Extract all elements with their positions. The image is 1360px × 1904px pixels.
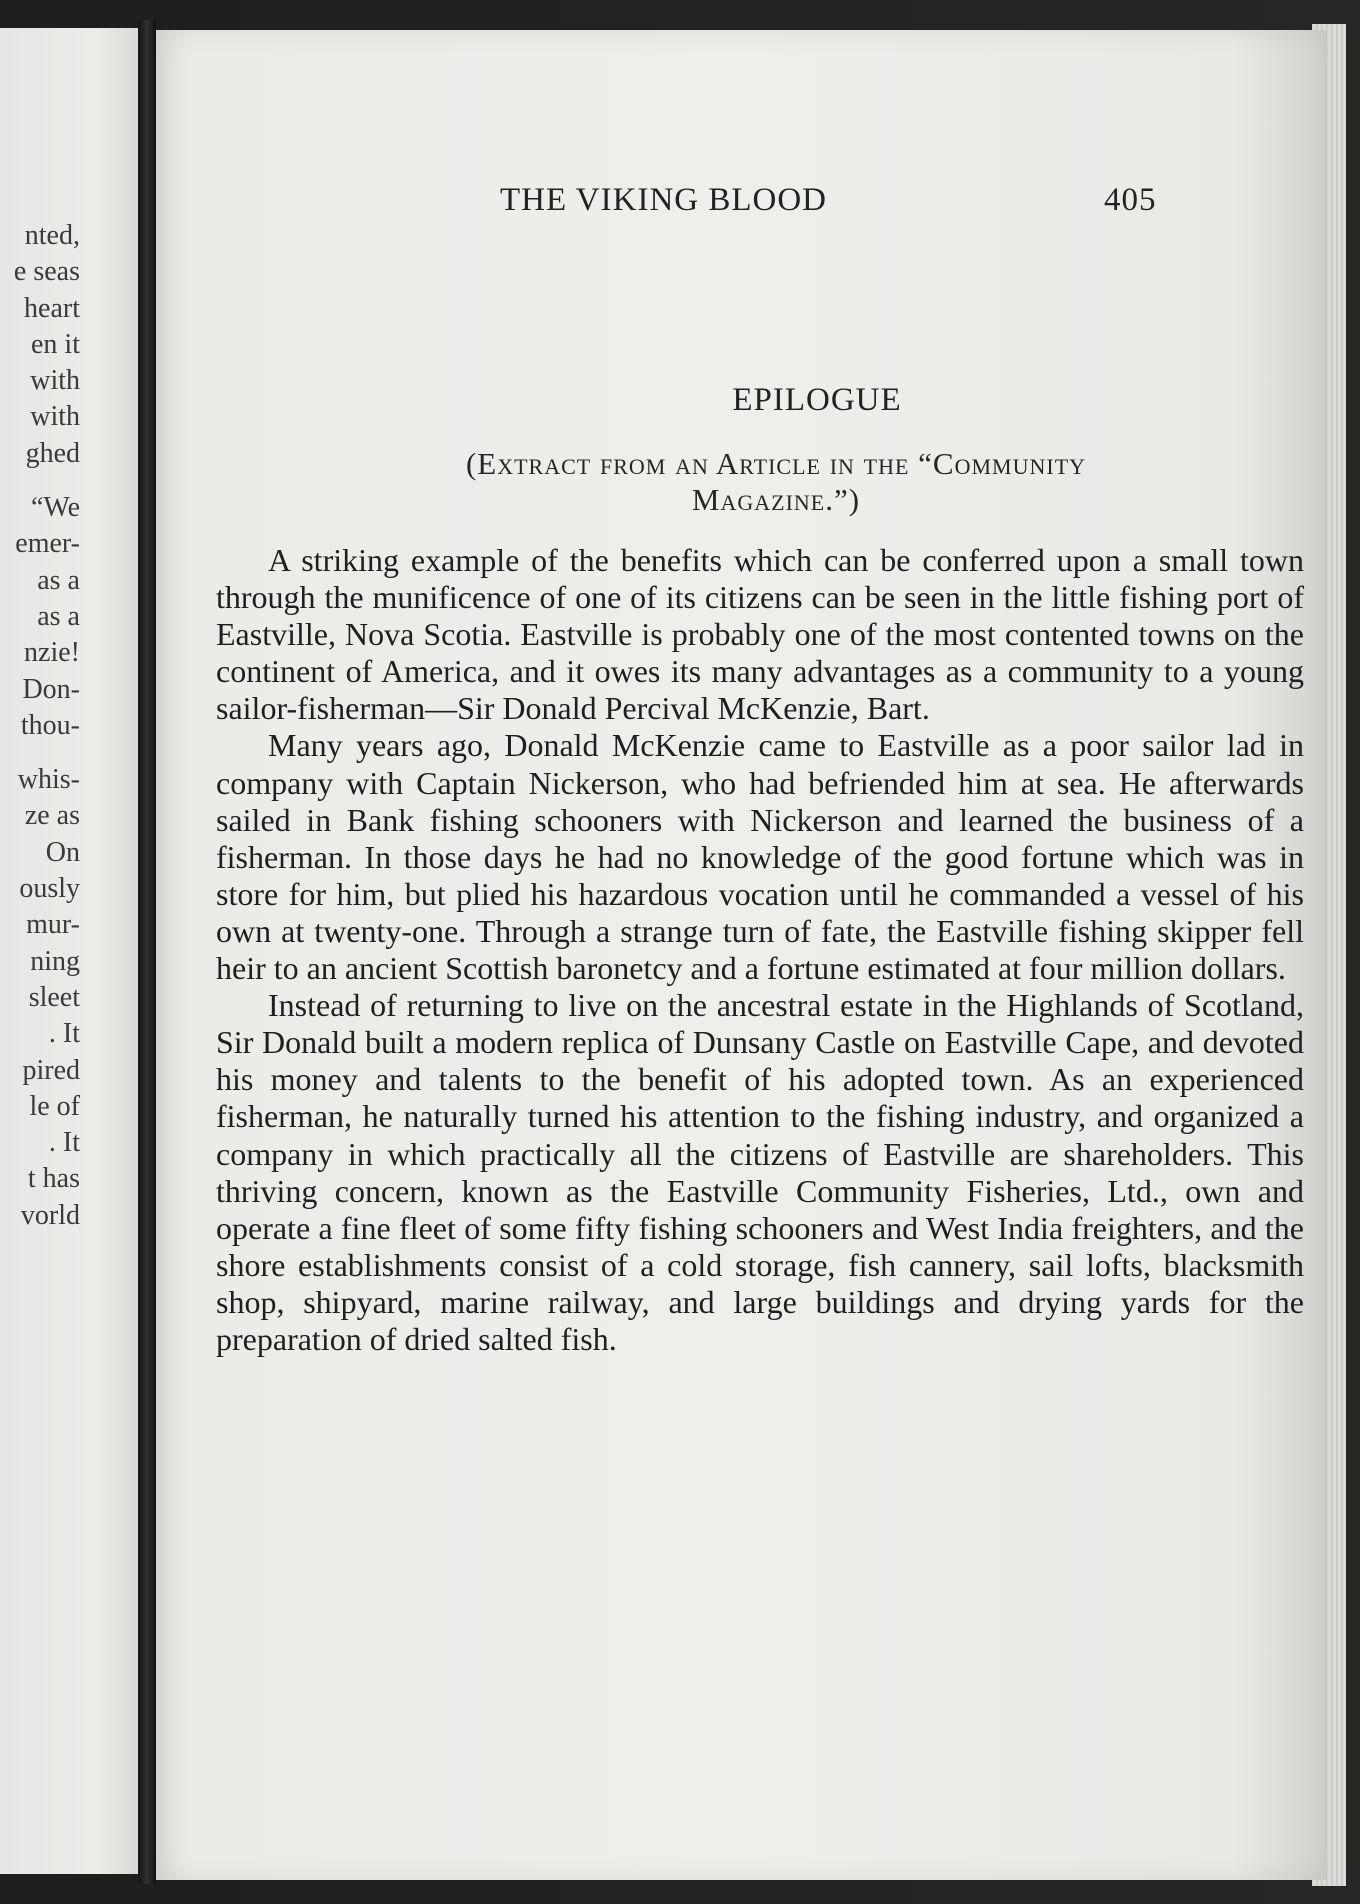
left-line: with xyxy=(30,365,80,397)
left-line: ning xyxy=(30,945,80,977)
left-line: ghed xyxy=(25,437,80,469)
left-line: le of xyxy=(29,1090,80,1122)
left-line: sleet xyxy=(28,981,80,1013)
left-line: en it xyxy=(31,328,80,360)
body-text xyxy=(216,542,1304,1358)
left-line: e seas xyxy=(13,256,80,288)
left-line-gap xyxy=(0,472,80,490)
left-line-gap xyxy=(0,744,80,762)
right-page xyxy=(156,30,1326,1880)
left-line: heart xyxy=(24,292,80,324)
left-line: whis- xyxy=(17,764,80,796)
left-page-text-fragments xyxy=(0,218,80,1234)
left-facing-page xyxy=(0,28,138,1874)
left-line: as a xyxy=(37,564,80,596)
paragraph: Many years ago, Donald McKenzie came to Eastville as a poor sailor lad in company with Captain Nickerson, who had befriended him at sea. He afterwards sailed in Bank fishing schooners with Nickerson and learned the business of a fisherman. In those days he had no knowledge of the good fortune which was in store for him, but plied his hazardous vocation until he commanded a vessel of his own at twenty-one. Through a strange turn of fate, the Eastville fishing skipper fell heir to an ancient Scottish baronetcy and a fortune estimated at four million dollars. xyxy=(216,727,1304,987)
left-line: with xyxy=(30,401,80,433)
book-gutter xyxy=(138,20,156,1884)
left-line: t has xyxy=(27,1163,80,1195)
subtitle-line: Magazine.”) xyxy=(691,482,861,517)
left-line: thou- xyxy=(20,709,80,741)
left-line: vorld xyxy=(20,1199,80,1231)
running-title: THE VIKING BLOOD xyxy=(500,182,828,218)
paragraph: A striking example of the benefits which can be conferred upon a small town through the munificence of one of its citizens can be seen in the little fishing port of Eastville, Nova Scotia. Eastville is probably one of the most contented towns on the continent of America, and it owes its many advantages as a community to a young sailor-fisherman—Sir Donald Percival McKenzie, Bart. xyxy=(216,542,1304,727)
page-number: 405 xyxy=(1104,182,1157,218)
left-line: ously xyxy=(19,873,80,905)
left-line: . It xyxy=(48,1018,80,1050)
left-line: mur- xyxy=(26,909,80,941)
left-line: nzie! xyxy=(24,637,80,669)
left-line: emer- xyxy=(15,528,80,560)
left-line: Don- xyxy=(22,673,80,705)
chapter-title: EPILOGUE xyxy=(732,382,902,418)
left-line: nted, xyxy=(24,220,80,251)
left-line: pired xyxy=(22,1054,80,1086)
left-line: . It xyxy=(48,1127,80,1159)
subtitle-line: (Extract from an Article in the “Community xyxy=(465,446,1087,481)
left-line: ze as xyxy=(24,800,80,832)
chapter-subtitle xyxy=(276,446,1276,518)
paragraph: Instead of returning to live on the ancestral estate in the Highlands of Scotland, Sir Donald built a modern replica of Dunsany Castle on Eastville Cape, and devoted his money and talents to the benefit of his adopted town. As an experienced fisherman, he naturally turned his attention to the fishing industry, and organized a company in which practically all the citizens of Eastville are shareholders. This thriving concern, known as the Eastville Community Fisheries, Ltd., own and operate a fine fleet of some fifty fishing schooners and West India freighters, and the shore establishments consist of a cold storage, fish cannery, sail lofts, blacksmith shop, shipyard, marine railway, and large buildings and drying yards for the preparation of dried salted fish. xyxy=(216,987,1304,1357)
left-line: On xyxy=(45,836,80,868)
left-line: as a xyxy=(37,600,80,632)
left-line: “We xyxy=(30,492,80,524)
